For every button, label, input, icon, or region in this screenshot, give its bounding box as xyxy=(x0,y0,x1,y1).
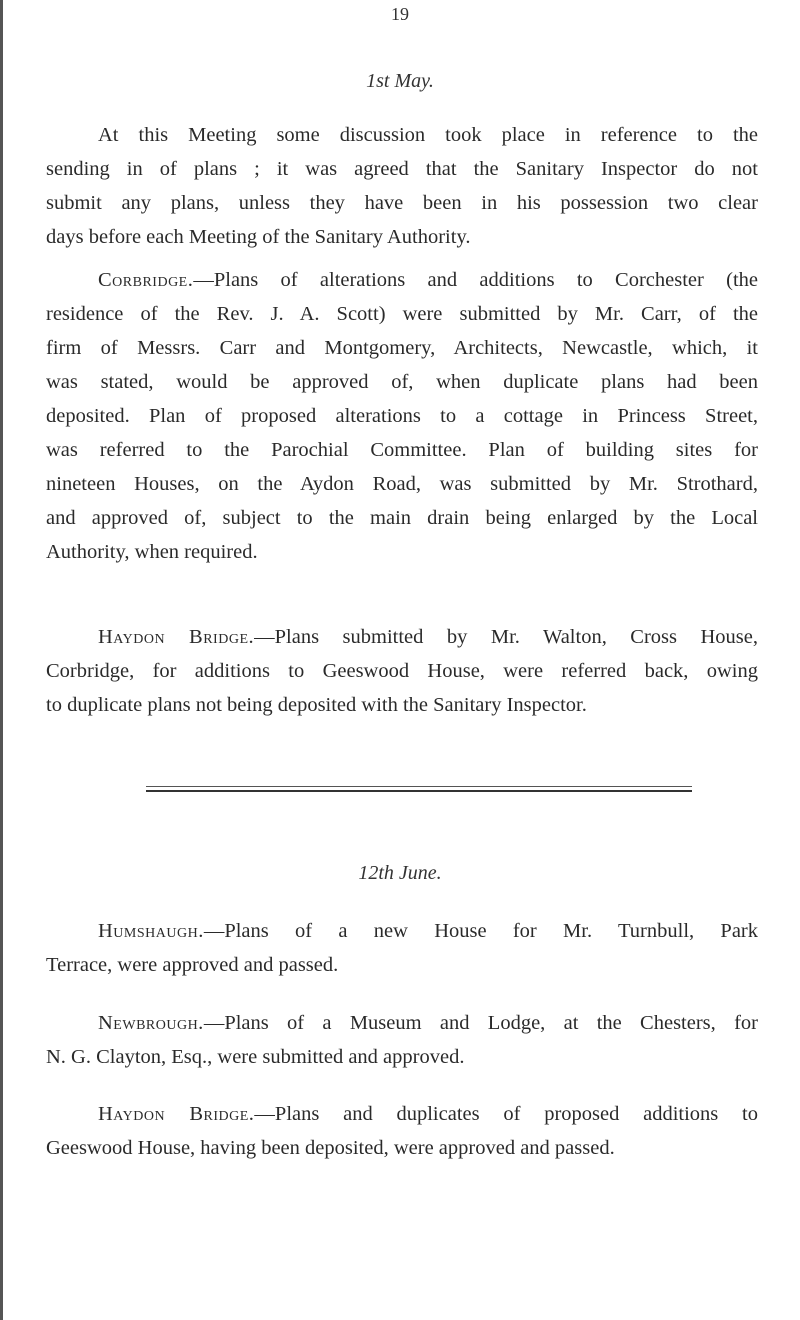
section-date-june: 12th June. xyxy=(358,862,442,884)
place-name-humshaugh: Humshaugh. xyxy=(98,920,204,942)
paragraph-haydon-bridge-may xyxy=(46,620,758,722)
paragraph-line: Geeswood House, having been deposited, were approved and passed. xyxy=(46,1137,615,1159)
page-edge xyxy=(0,0,3,1320)
place-name-corbridge: Corbridge. xyxy=(98,269,194,291)
paragraph-line: deposited. Plan of proposed alterations to a cottage in Princess Street, xyxy=(46,405,758,427)
paragraph-line: residence of the Rev. J. A. Scott) were submitted by Mr. Carr, of the xyxy=(46,303,758,325)
paragraph-line: days before each Meeting of the Sanitary Authority. xyxy=(46,226,471,248)
place-name-haydon-bridge: Haydon Bridge. xyxy=(98,1103,255,1125)
paragraph-corbridge xyxy=(46,263,758,569)
section-divider-bottom xyxy=(146,790,692,792)
paragraph-line: was referred to the Parochial Committee. Plan of building sites for xyxy=(46,439,758,461)
paragraph-meeting-discussion xyxy=(46,118,758,254)
paragraph-line: —Plans of a Museum and Lodge, at the Chesters, for xyxy=(203,1012,758,1034)
paragraph-line: Corbridge, for additions to Geeswood House, were referred back, owing xyxy=(46,660,758,682)
paragraph-line: —Plans of a new House for Mr. Turnbull, Park xyxy=(203,920,758,942)
paragraph-line: to duplicate plans not being deposited with the Sanitary Inspector. xyxy=(46,694,587,716)
paragraph-line: submit any plans, unless they have been in his possession two clear xyxy=(46,192,758,214)
place-name-newbrough: Newbrough. xyxy=(98,1012,204,1034)
paragraph-line: Authority, when required. xyxy=(46,541,258,563)
section-date-may: 1st May. xyxy=(366,70,434,92)
paragraph-line: was stated, would be approved of, when duplicate plans had been xyxy=(46,371,758,393)
paragraph-line: and approved of, subject to the main drain being enlarged by the Local xyxy=(46,507,758,529)
paragraph-line: N. G. Clayton, Esq., were submitted and approved. xyxy=(46,1046,465,1068)
page-number: 19 xyxy=(391,4,409,24)
paragraph-line: nineteen Houses, on the Aydon Road, was submitted by Mr. Strothard, xyxy=(46,473,758,495)
paragraph-line: Terrace, were approved and passed. xyxy=(46,954,339,976)
paragraph-humshaugh xyxy=(46,914,758,982)
place-name-haydon-bridge: Haydon Bridge. xyxy=(98,626,255,648)
paragraph-line: sending in of plans ; it was agreed that the Sanitary Inspector do not xyxy=(46,158,758,180)
paragraph-line: —Plans of alterations and additions to Corchester (the xyxy=(193,269,758,291)
paragraph-line: —Plans and duplicates of proposed additions to xyxy=(254,1103,758,1125)
paragraph-newbrough xyxy=(46,1006,758,1074)
paragraph-line: At this Meeting some discussion took place in reference to the xyxy=(98,124,758,146)
paragraph-line: firm of Messrs. Carr and Montgomery, Architects, Newcastle, which, it xyxy=(46,337,758,359)
section-divider-top xyxy=(146,786,692,787)
paragraph-haydon-bridge-june xyxy=(46,1097,758,1165)
paragraph-line: —Plans submitted by Mr. Walton, Cross House, xyxy=(254,626,758,648)
